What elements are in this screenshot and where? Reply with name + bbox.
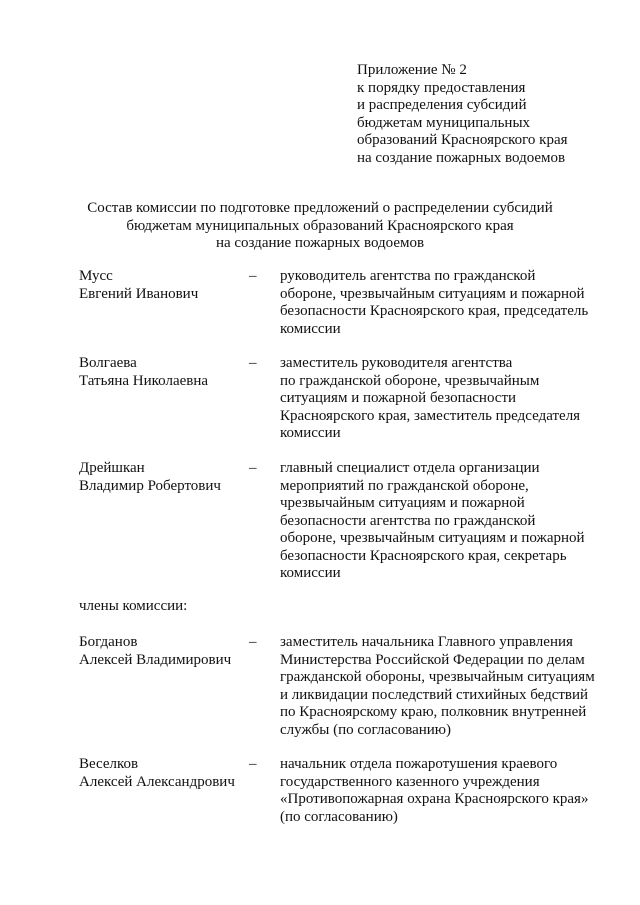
position-line: «Противопожарная охрана Красноярского края» [280, 791, 589, 807]
appendix-title: Приложение № 2 [357, 62, 467, 78]
dash-separator: – [249, 634, 257, 650]
member-name [79, 355, 249, 390]
member-name [79, 634, 249, 669]
member-surname: Дрейшкан [79, 460, 145, 476]
member-name [79, 460, 249, 495]
dash-separator: – [249, 460, 257, 476]
position-line: заместитель начальника Главного управления [280, 634, 573, 650]
member-surname: Волгаева [79, 355, 137, 371]
position-line: службы (по согласованию) [280, 721, 451, 738]
member-position [280, 756, 620, 826]
member-given-name: Алексей Владимирович [79, 651, 232, 668]
dash-separator: – [249, 756, 257, 772]
member-given-name: Татьяна Николаевна [79, 372, 209, 389]
position-line: Министерства Российской Федерации по делам [280, 651, 585, 668]
member-surname: Мусс [79, 268, 113, 284]
position-line: обороне, чрезвычайным ситуациям и пожарной [280, 285, 585, 302]
member-given-name: Владимир Робертович [79, 477, 221, 494]
position-line: главный специалист отдела организации [280, 460, 540, 476]
position-line: безопасности Красноярского края, председатель [280, 303, 589, 319]
appendix-header [357, 62, 627, 167]
dash-separator: – [249, 268, 257, 284]
title-line: на создание пожарных водоемов [215, 235, 425, 251]
position-line: начальник отдела пожаротушения краевого [280, 756, 558, 772]
position-line: комиссии [280, 425, 341, 441]
position-line: по гражданской обороне, чрезвычайным [280, 372, 540, 389]
member-position [280, 268, 620, 338]
position-line: по Красноярскому краю, полковник внутренней [280, 704, 587, 720]
members-label: члены комиссии: [79, 598, 188, 614]
title-line: Состав комиссии по подготовке предложений о распределении субсидий [87, 200, 553, 216]
appendix-line: и распределения субсидий [357, 97, 527, 113]
member-name [79, 756, 249, 791]
position-line: Красноярского края, заместитель председателя [280, 407, 581, 424]
member-given-name: Алексей Александрович [79, 773, 235, 790]
position-line: государственного казенного учреждения [280, 773, 540, 790]
position-line: обороне, чрезвычайным ситуациям и пожарной [280, 530, 585, 546]
position-line: безопасности Красноярского края, секретарь [280, 547, 567, 564]
member-position [280, 460, 620, 583]
position-line: комиссии [280, 565, 341, 581]
member-position [280, 634, 620, 739]
appendix-line: бюджетам муниципальных [357, 114, 531, 131]
position-line: гражданской обороны, чрезвычайным ситуациям [280, 669, 595, 685]
position-line: (по согласованию) [280, 808, 398, 825]
member-position [280, 355, 620, 443]
position-line: руководитель агентства по гражданской [280, 268, 536, 284]
position-line: ситуациям и пожарной безопасности [280, 390, 517, 406]
position-line: чрезвычайным ситуациям и пожарной [280, 495, 525, 511]
appendix-line: на создание пожарных водоемов [357, 149, 566, 166]
position-line: заместитель руководителя агентства [280, 355, 513, 371]
member-given-name: Евгений Иванович [79, 285, 199, 302]
member-surname: Веселков [79, 756, 139, 772]
document-title [0, 200, 640, 253]
position-line: комиссии [280, 320, 341, 337]
dash-separator: – [249, 355, 257, 371]
appendix-line: к порядку предоставления [357, 79, 526, 96]
appendix-line: образований Красноярского края [357, 132, 568, 148]
position-line: безопасности агентства по гражданской [280, 512, 536, 529]
member-surname: Богданов [79, 634, 138, 650]
title-line: бюджетам муниципальных образований Красноярского края [126, 217, 514, 234]
position-line: и ликвидации последствий стихийных бедствий [280, 686, 589, 703]
member-name [79, 268, 249, 303]
position-line: мероприятий по гражданской обороне, [280, 477, 529, 494]
